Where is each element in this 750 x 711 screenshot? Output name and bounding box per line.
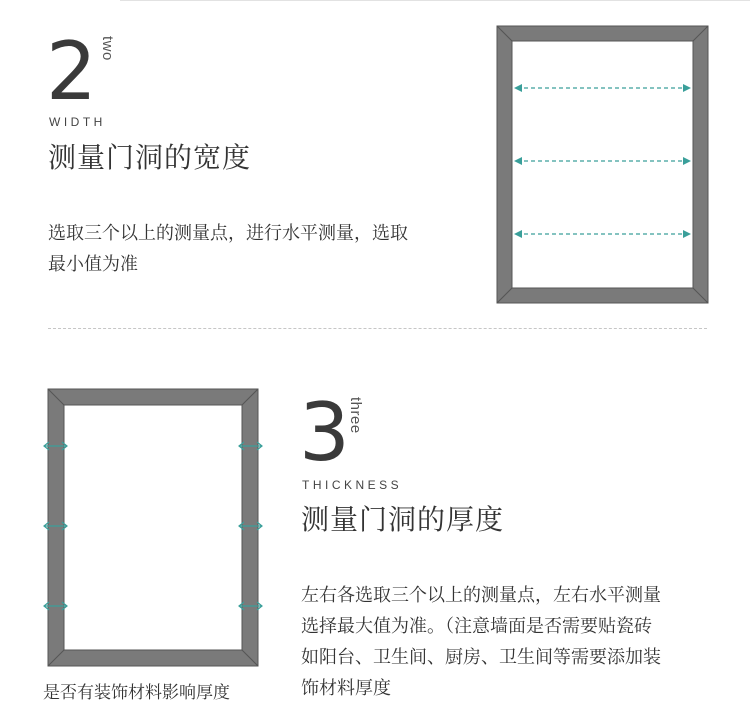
door-frame-width-diagram [497,26,708,303]
description-line: 选取三个以上的测量点，进行水平测量，选取 [48,223,408,244]
description-line: 左右各选取三个以上的测量点，左右水平测量 [301,585,661,606]
description-line: 选择最大值为准。（注意墙面是否需要贴瓷砖 [301,616,652,637]
section-title-thickness: 测量门洞的厚度 [301,503,505,536]
thickness-diagram-caption: 是否有装饰材料影响厚度 [43,683,230,703]
section-label-width: WIDTH [49,115,106,129]
top-rule [120,0,750,1]
step-number-three: 3 [299,386,348,479]
description-line: 最小值为准 [48,254,138,275]
step-word-three: three [347,397,364,434]
section-label-thickness: THICKNESS [302,478,403,492]
frame-opening [512,41,693,288]
section-description-width [48,218,468,280]
door-frame-thickness-diagram [48,389,258,666]
frame-opening [64,405,242,650]
description-line: 如阳台、卫生间、厨房、卫生间等需要添加装 [301,647,661,668]
section-divider [48,328,707,329]
section-title-width: 测量门洞的宽度 [48,141,252,174]
section-description-thickness [301,580,721,704]
step-number-two: 2 [46,25,95,118]
step-word-two: two [99,36,116,61]
description-line: 饰材料厚度 [301,678,391,699]
